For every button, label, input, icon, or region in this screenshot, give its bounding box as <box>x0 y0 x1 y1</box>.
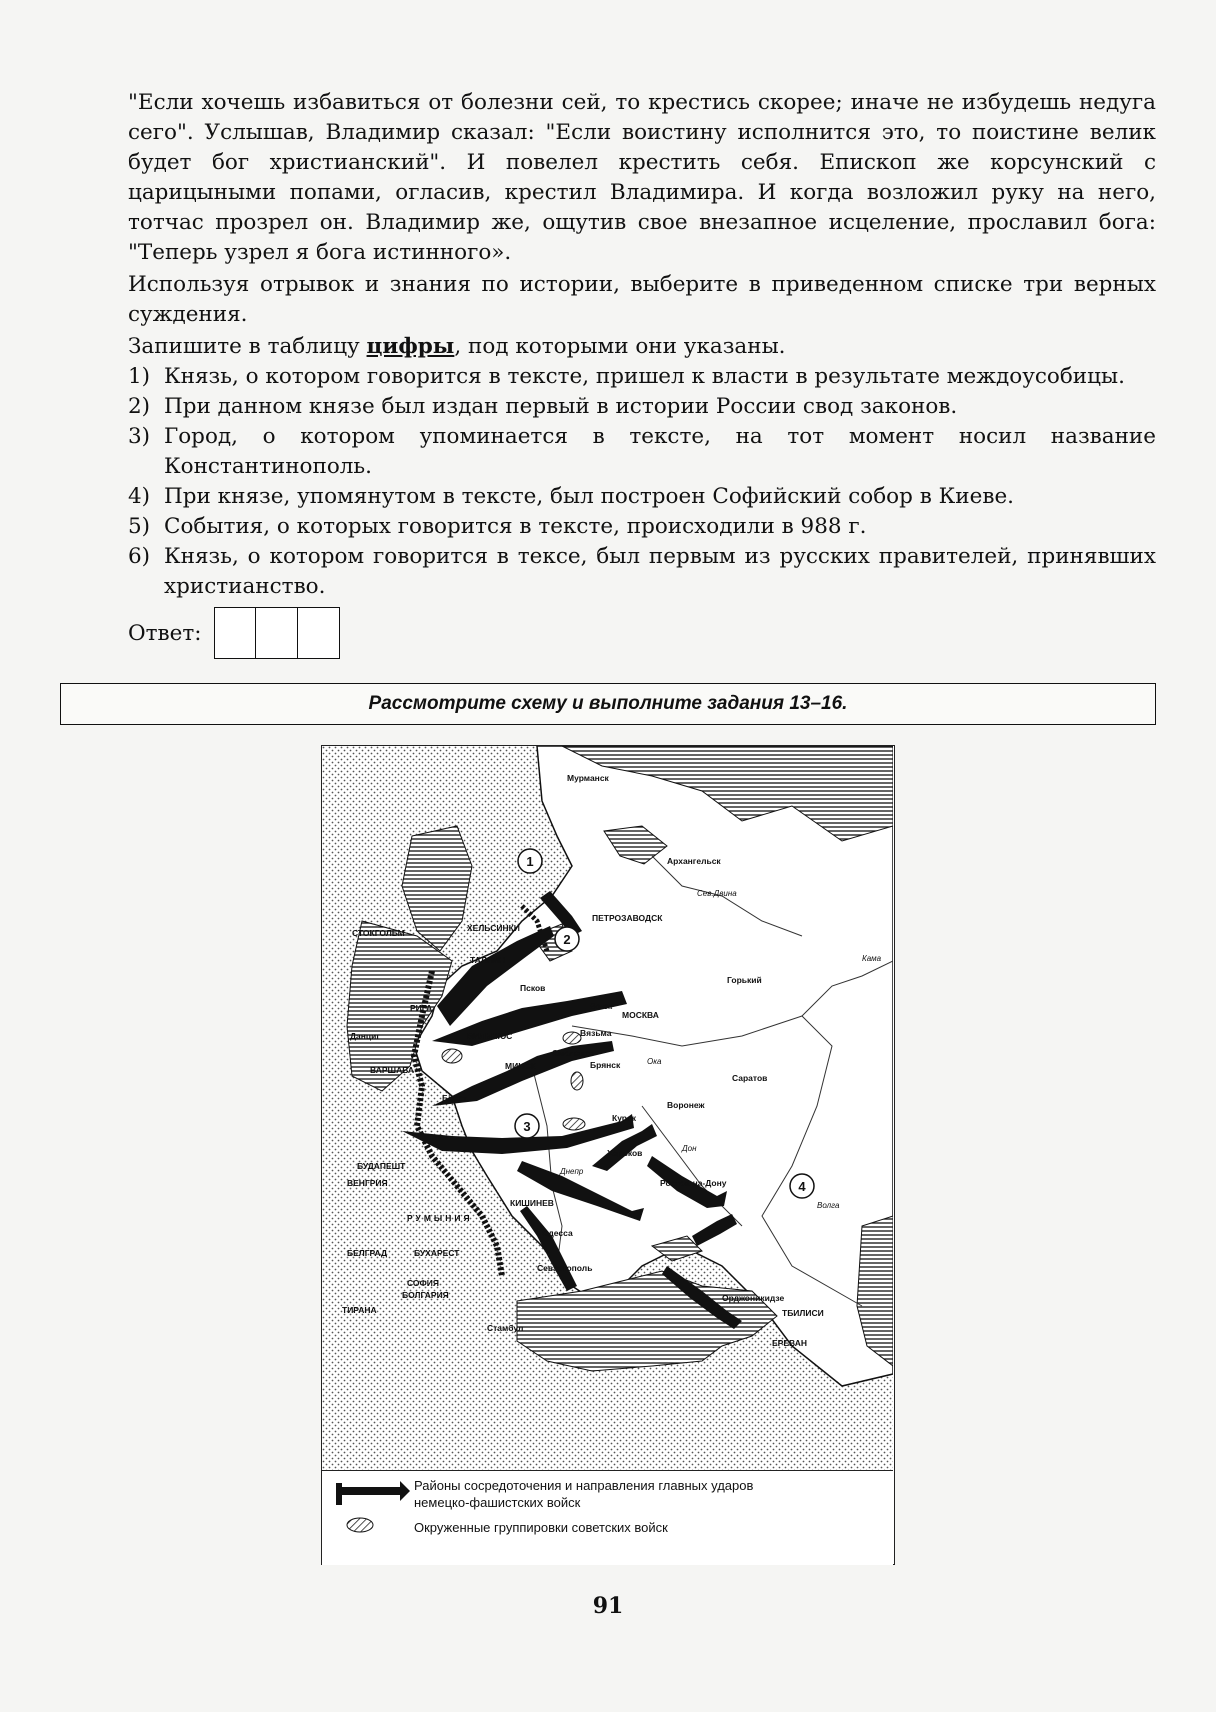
quote-block <box>128 88 1156 602</box>
city-bucharest: БУХАРЕСТ <box>414 1248 460 1258</box>
answer-cell-1[interactable] <box>214 607 256 659</box>
svg-text:4: 4 <box>798 1179 806 1194</box>
city-budapest: БУДАПЕШТ <box>357 1161 406 1171</box>
city-pskov: Псков <box>520 983 546 993</box>
river-label-oka: Ока <box>647 1057 662 1066</box>
option-item: 2) При данном князе был издан первый в истории России свод законов. <box>128 394 958 419</box>
marker-1 <box>518 849 542 873</box>
city-rostov: Ростов-на-Дону <box>660 1178 727 1188</box>
write-bold: цифры <box>366 334 455 359</box>
city-kursk: Курск <box>612 1113 636 1123</box>
city-belgrade: БЕЛГРАД <box>347 1248 387 1258</box>
city-istanbul: Стамбул <box>487 1323 524 1333</box>
city-ordzhonikidze: Орджоникидзе <box>722 1293 785 1303</box>
city-sevastopol: Севастополь <box>537 1263 593 1273</box>
page-number: 91 <box>592 1593 624 1619</box>
option-item: 5) События, о которых говорится в тексте, происходили в 988 г. <box>128 514 867 539</box>
city-bryansk: Брянск <box>590 1060 621 1070</box>
river-label-sev-dvina: Сев.Двина <box>697 889 737 898</box>
encircled-group <box>563 1032 581 1044</box>
city-stockholm: СТОКГОЛЬМ <box>352 928 405 938</box>
legend-attack-icon <box>330 1477 410 1537</box>
option-item: 3) Город, о котором упоминается в тексте, на тот момент носил название Константинополь. <box>128 424 1156 479</box>
write-prefix: Запишите в таблицу <box>128 334 367 359</box>
legend-encircled-text: Окруженные группировки советских войск <box>414 1520 668 1535</box>
city-kishinev: КИШИНЕВ <box>510 1198 554 1208</box>
river-label-dnepr: Днепр <box>560 1167 584 1176</box>
map-legend <box>322 1470 893 1565</box>
marker-2 <box>555 927 579 951</box>
svg-text:3: 3 <box>523 1119 531 1134</box>
encircled-group <box>563 1118 585 1130</box>
write-suffix: , под которыми они указаны. <box>454 334 786 359</box>
city-gorky: Горький <box>727 975 762 985</box>
city-tirana: ТИРАНА <box>342 1305 377 1315</box>
river-label-volga-lower: Волга <box>817 1201 840 1210</box>
city-sofia: СОФИЯ <box>407 1278 440 1288</box>
country-hungary: ВЕНГРИЯ <box>347 1178 388 1188</box>
city-moscow: МОСКВА <box>622 1010 659 1020</box>
city-yerevan: ЕРЕВАН <box>772 1338 808 1348</box>
legend-attack-text: Районы сосредоточения и направления главных ударов немецко-фашистских войск <box>414 1478 754 1510</box>
answer-cell-3[interactable] <box>298 607 340 659</box>
war-map <box>321 745 895 1565</box>
task-banner: Рассмотрите схему и выполните задания 13–16. <box>60 683 1156 725</box>
city-riga: РИГА <box>410 1003 433 1013</box>
city-helsinki: ХЕЛЬСИНКИ <box>467 923 520 933</box>
svg-text:1: 1 <box>526 854 534 869</box>
write-instruction <box>128 332 1156 362</box>
city-saratov: Саратов <box>732 1073 768 1083</box>
river-label-don: Дон <box>682 1144 697 1153</box>
encircled-group <box>442 1049 462 1063</box>
city-arkhangelsk: Архангельск <box>667 856 721 866</box>
svg-text:2: 2 <box>563 932 571 947</box>
instruction: Используя отрывок и знания по истории, выберите в приведенном списке три верных суждения. <box>128 272 1156 327</box>
river-label-volga-upper: Волга <box>590 1002 613 1011</box>
answer-label: Ответ: <box>128 620 202 646</box>
quote-paragraph: "Если хочешь избавиться от болезни сей, то крестись скорее; иначе не избудешь недуга сего". Услышав, Владимир сказал: "Если воистину исполнится это, то поистине велик будет бог христианский". И повелел крестить себя. Епископ же корсунский с царицыными попами, огласив, крестил Владимира. И когда возложил руку на него, тотчас прозрел он. Владимир же, ощутив свое внезапное исцеление, прославил бога: "Теперь узрел я бога истинного». <box>128 90 1156 265</box>
city-tbilisi: ТБИЛИСИ <box>782 1308 824 1318</box>
city-danzig: Данциг <box>350 1031 380 1041</box>
city-voronezh: Воронеж <box>667 1100 705 1110</box>
city-tallinn: ТАЛЛИН <box>470 955 506 965</box>
river-label-kama: Кама <box>862 954 882 963</box>
marker-3 <box>515 1114 539 1138</box>
option-item: 1) Князь, о котором говорится в тексте, пришел к власти в результате междоусобицы. <box>128 364 1125 389</box>
city-brest: Брест <box>442 1093 467 1103</box>
encircled-group <box>571 1072 583 1090</box>
map-svg <box>322 746 893 1470</box>
city-petrozavodsk: ПЕТРОЗАВОДСК <box>592 913 663 923</box>
answer-cell-2[interactable] <box>256 607 298 659</box>
city-kharkov: Харьков <box>607 1148 643 1158</box>
country-bulgaria: БОЛГАРИЯ <box>402 1290 449 1300</box>
marker-4 <box>790 1174 814 1198</box>
city-vyazma: Вязьма <box>580 1028 612 1038</box>
city-murmansk: Мурманск <box>567 773 609 783</box>
option-item: 6) Князь, о котором говорится в тексе, был первым из русских правителей, принявших христианство. <box>128 544 1156 599</box>
answer-row <box>128 607 340 659</box>
answer-box[interactable] <box>214 607 340 659</box>
country-romania: РУМЫНИЯ <box>407 1213 473 1223</box>
city-minsk: МИНСК <box>505 1061 536 1071</box>
option-item: 4) При князе, упомянутом в тексте, был построен Софийский собор в Киеве. <box>128 484 1015 509</box>
city-vilnius: ВИЛЬНЮС <box>467 1031 513 1041</box>
city-odessa: Одесса <box>542 1228 573 1238</box>
city-warsaw: ВАРШАВА <box>370 1065 415 1075</box>
city-smolensk: Смоленск <box>552 1048 594 1058</box>
options-list <box>128 362 1156 602</box>
